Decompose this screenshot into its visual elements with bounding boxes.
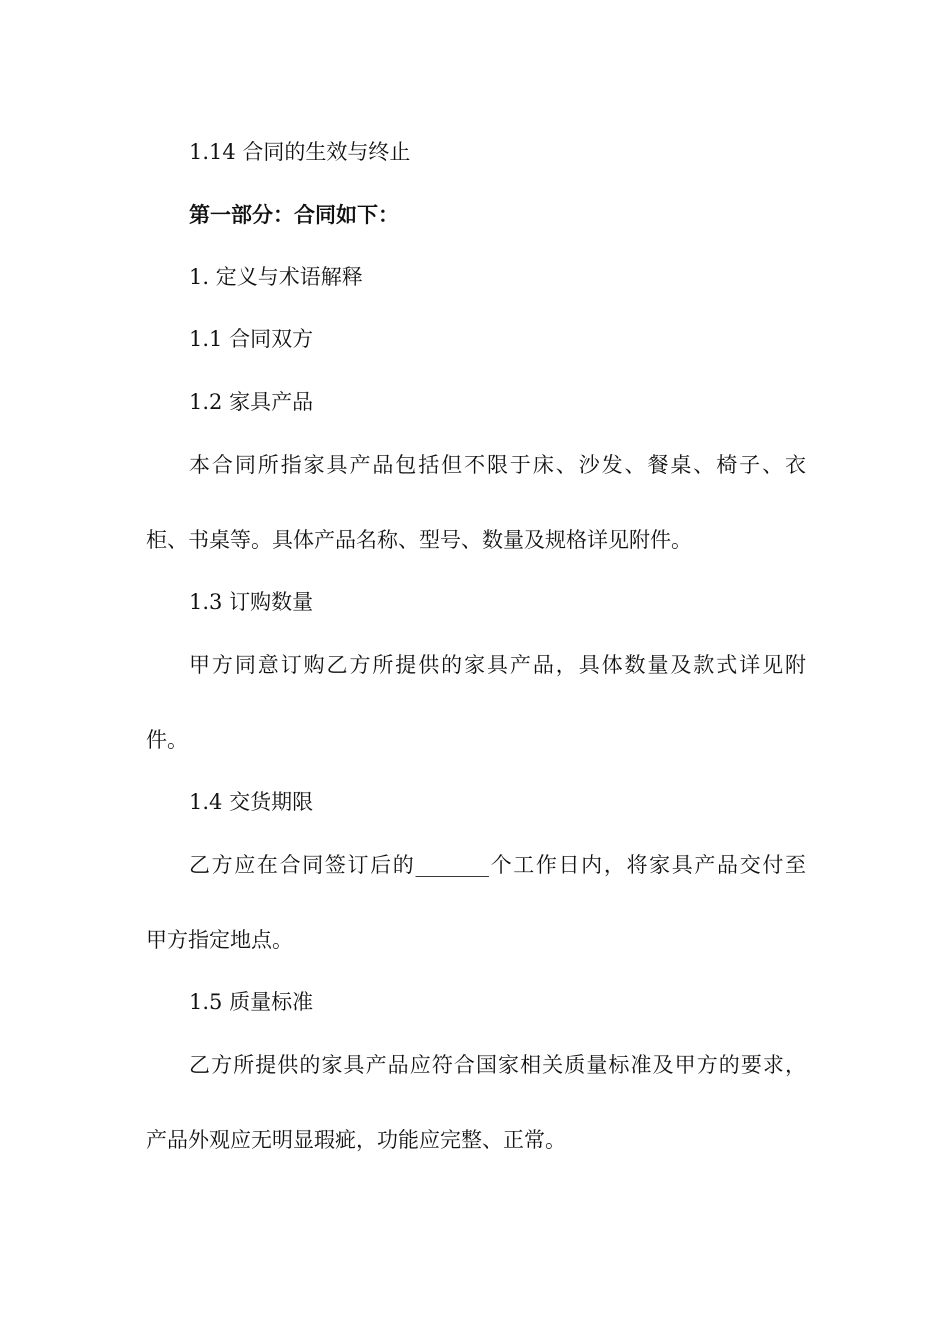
section-heading-1-14: 1.14 合同的生效与终止 xyxy=(189,140,411,164)
section-heading-1-4: 1.4 交货期限 xyxy=(189,790,314,814)
section-heading-1-2: 1.2 家具产品 xyxy=(189,390,314,414)
paragraph-1-4-line-1: 乙方应在合同签订后的_______个工作日内，将家具产品交付至 xyxy=(189,853,806,877)
paragraph-1-5-line-1: 乙方所提供的家具产品应符合国家相关质量标准及甲方的要求， xyxy=(189,1053,806,1077)
paragraph-1-3-line-2: 件。 xyxy=(146,728,188,752)
section-heading-1-3: 1.3 订购数量 xyxy=(189,590,314,614)
paragraph-1-2-line-2: 柜、书桌等。具体产品名称、型号、数量及规格详见附件。 xyxy=(146,528,692,552)
section-heading-1: 1. 定义与术语解释 xyxy=(189,265,363,289)
part-one-heading: 第一部分：合同如下： xyxy=(189,202,399,227)
paragraph-1-3-line-1: 甲方同意订购乙方所提供的家具产品，具体数量及款式详见附 xyxy=(189,653,806,677)
paragraph-1-2-line-1: 本合同所指家具产品包括但不限于床、沙发、餐桌、椅子、衣 xyxy=(189,453,806,477)
paragraph-1-5-line-2: 产品外观应无明显瑕疵，功能应完整、正常。 xyxy=(146,1128,566,1152)
section-heading-1-1: 1.1 合同双方 xyxy=(189,327,314,351)
section-heading-1-5: 1.5 质量标准 xyxy=(189,990,314,1014)
paragraph-1-4-line-2: 甲方指定地点。 xyxy=(146,928,293,952)
